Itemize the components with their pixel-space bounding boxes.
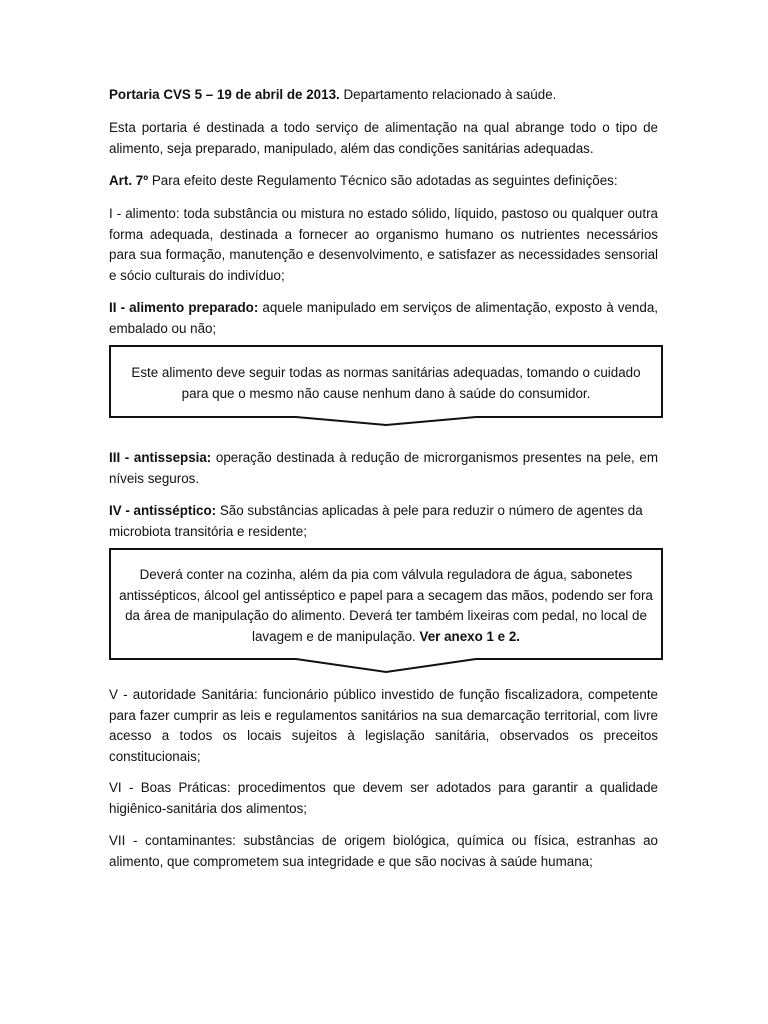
annex-reference: Ver anexo 1 e 2. [419, 628, 520, 644]
callout-box-2-text [119, 565, 653, 647]
definition-vii [109, 831, 658, 872]
definition-iii-label: III - antissepsia: [109, 450, 212, 465]
definition-iii [109, 448, 658, 489]
definition-v-label: V - autoridade Sanitária: [109, 687, 258, 702]
callout-box-1 [109, 345, 663, 427]
intro-paragraph [109, 85, 658, 106]
definition-vi-text: procedimentos que devem ser adotados para garantir a qualidade higiênico-sanitária dos alimentos; [109, 780, 658, 816]
definition-ii-label: II - alimento preparado: [109, 300, 259, 315]
definition-vi [109, 778, 658, 819]
definition-i-label: I - alimento: [109, 206, 180, 221]
portaria-subtitle: Departamento relacionado à saúde. [339, 87, 557, 102]
definition-i-text: toda substância ou mistura no estado sólido, líquido, pastoso ou qualquer outra forma adequada, destinada a fornecer ao organismo humano os nutrientes necessários para sua formação, manutenção e desenvolvimento, e satisfazer as necessidades sensorial e sócio culturais do indivíduo; [109, 206, 658, 283]
art7-label: Art. 7º [109, 173, 149, 188]
scope-paragraph: Esta portaria é destinada a todo serviço de alimentação na qual abrange todo o tipo de alimento, seja preparado, manipulado, além das condições sanitárias adequadas. [109, 120, 658, 156]
portaria-title: Portaria CVS 5 – 19 de abril de 2013. [109, 87, 340, 102]
definition-v-text: funcionário público investido de função fiscalizadora, competente para fazer cumprir as leis e regulamentos sanitários na sua demarcação territorial, com livre acesso a todos os locais sujeitos à legislação sanitária, observados os preceitos constitucionais; [109, 687, 658, 764]
callout-box-1-text: Este alimento deve seguir todas as normas sanitárias adequadas, tomando o cuidado para que o mesmo não cause nenhum dano à saúde do consumidor. [131, 365, 641, 401]
definition-i [109, 204, 658, 286]
definition-ii [109, 298, 658, 339]
definition-v [109, 685, 658, 767]
definition-iii-text: operação destinada à redução de microrganismos presentes na pele, em níveis seguros. [109, 450, 659, 486]
callout-box-2-body: Deverá conter na cozinha, além da pia com válvula reguladora de água, sabonetes antissépticos, álcool gel antisséptico e papel para a secagem das mãos, podendo ser fora da área de manipulação do alimento. Deverá ter também lixeiras com pedal, no local de lavagem e de manipulação. [119, 567, 653, 644]
definition-vii-label: VII - contaminantes: [109, 833, 236, 848]
art7-paragraph [109, 171, 658, 192]
definition-iv [109, 501, 658, 542]
art7-text: Para efeito deste Regulamento Técnico são adotadas as seguintes definições: [148, 173, 618, 188]
definition-ii-text: aquele manipulado em serviços de alimentação, exposto à venda, embalado ou não; [109, 300, 658, 336]
definition-vii-text: substâncias de origem biológica, química ou física, estranhas ao alimento, que comprometem sua integridade e que são nocivas à saúde humana; [109, 833, 658, 869]
definition-iv-text: São substâncias aplicadas à pele para reduzir o número de agentes da microbiota transitória e residente; [109, 503, 643, 539]
callout-box-2 [109, 548, 663, 674]
definition-iv-label: IV - antisséptico: [109, 503, 217, 518]
definition-vi-label: VI - Boas Práticas: [109, 780, 231, 795]
